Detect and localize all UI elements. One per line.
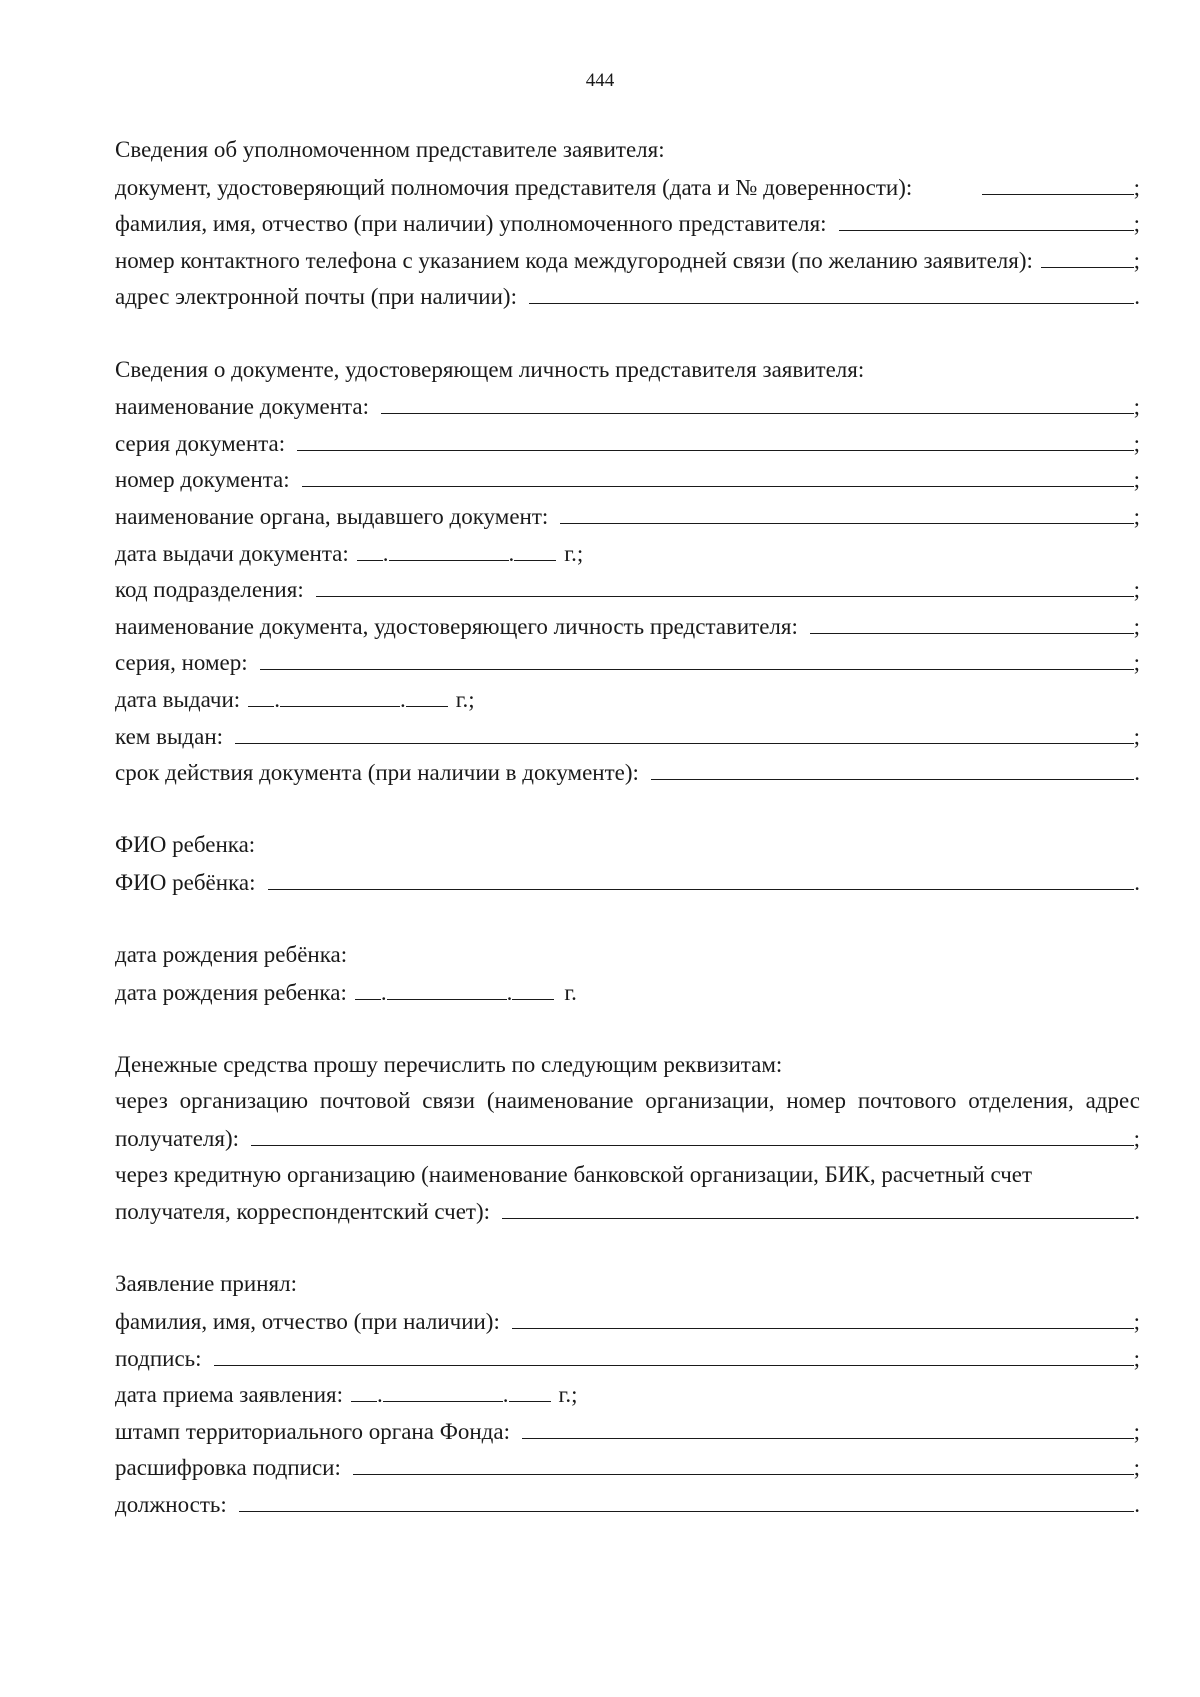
dot: .	[508, 540, 515, 566]
period: .	[1134, 1199, 1140, 1225]
dot: .	[506, 979, 513, 1005]
series-number-row	[115, 644, 1140, 681]
day-field[interactable]	[357, 535, 383, 561]
payment-title: Денежные средства прошу перечислить по следующим реквизитам:	[115, 1051, 783, 1077]
year-suffix: г.;	[455, 686, 475, 712]
identity-title: Сведения о документе, удостоверяющем личность представителя заявителя:	[115, 356, 865, 382]
semicolon: ;	[1133, 211, 1140, 237]
issue-date2-row	[115, 681, 1140, 718]
series-field[interactable]	[297, 425, 1134, 451]
dot: .	[502, 1382, 509, 1408]
number-row	[115, 461, 1140, 498]
accepted-title: Заявление принял:	[115, 1271, 298, 1297]
doc-name-label: наименование документа:	[115, 394, 369, 420]
year-field[interactable]	[514, 535, 556, 561]
acc-fio-label: фамилия, имя, отчество (при наличии):	[115, 1309, 500, 1334]
semicolon: ;	[1133, 1126, 1140, 1152]
year-suffix: г.;	[558, 1382, 578, 1408]
series-number-label: серия, номер:	[115, 650, 248, 676]
rep-fio-field[interactable]	[839, 205, 1134, 231]
decode-row	[115, 1449, 1140, 1486]
child-birth-label: дата рождения ребенка:	[115, 979, 347, 1005]
semicolon: ;	[1133, 1418, 1140, 1444]
period: .	[1134, 869, 1140, 895]
position-field[interactable]	[239, 1486, 1134, 1512]
dot: .	[399, 686, 406, 712]
acc-date-label: дата приема заявления:	[115, 1382, 343, 1408]
series-label: серия документа:	[115, 430, 286, 456]
child-fio-row	[115, 864, 1140, 901]
validity-row	[115, 754, 1140, 791]
semicolon: ;	[1133, 247, 1140, 273]
position-label: должность:	[115, 1491, 227, 1517]
year-suffix: г.;	[564, 540, 584, 566]
bank-row	[115, 1193, 1140, 1230]
year-field[interactable]	[509, 1376, 551, 1402]
semicolon: ;	[1133, 503, 1140, 529]
issued-by-field[interactable]	[235, 718, 1134, 744]
validity-label: срок действия документа (при наличии в документе):	[115, 760, 639, 786]
decode-field[interactable]	[353, 1449, 1134, 1475]
authority-doc-row	[115, 169, 1140, 206]
dot: .	[377, 1382, 383, 1408]
bank-label: получателя, корреспондентский счет):	[115, 1199, 491, 1225]
month-field[interactable]	[280, 681, 400, 707]
phone-row	[115, 242, 1140, 279]
rep-doc-name-label: наименование документа, удостоверяющего личность представителя:	[115, 613, 798, 639]
authority-doc-label: документ, удостоверяющий полномочия представителя (дата и № доверенности):	[115, 174, 913, 200]
semicolon: ;	[1133, 613, 1140, 639]
semicolon: ;	[1133, 723, 1140, 749]
post-line-1: через организацию почтовой связи (наименование организации, номер почтового отделения, адрес	[115, 1088, 1140, 1114]
month-field[interactable]	[383, 1376, 503, 1402]
acc-date-row	[115, 1376, 1140, 1413]
email-label: адрес электронной почты (при наличии):	[115, 284, 517, 310]
page-number: 444	[585, 70, 615, 91]
number-label: номер документа:	[115, 467, 290, 493]
issuer-row	[115, 498, 1140, 535]
month-field[interactable]	[389, 535, 509, 561]
rep-doc-name-field[interactable]	[810, 608, 1134, 634]
stamp-row	[115, 1413, 1140, 1450]
semicolon: ;	[1133, 174, 1140, 200]
acc-fio-row	[115, 1303, 1140, 1340]
signature-field[interactable]	[214, 1340, 1134, 1366]
issued-by-row	[115, 718, 1140, 755]
phone-field[interactable]	[1041, 242, 1134, 268]
signature-label: подпись:	[115, 1345, 202, 1371]
post-field[interactable]	[251, 1120, 1134, 1146]
email-field[interactable]	[529, 278, 1134, 304]
signature-row	[115, 1340, 1140, 1377]
number-field[interactable]	[302, 461, 1134, 487]
semicolon: ;	[1133, 1345, 1140, 1371]
bank-line-1: через кредитную организацию (наименование банковской организации, БИК, расчетный счет	[115, 1161, 1033, 1187]
issuer-field[interactable]	[560, 498, 1133, 524]
doc-name-field[interactable]	[381, 388, 1134, 414]
dot: .	[382, 540, 389, 566]
dot: .	[274, 686, 280, 712]
child-birth-row	[115, 974, 1140, 1011]
child-birth-title: дата рождения ребёнка:	[115, 942, 348, 968]
semicolon: ;	[1133, 430, 1140, 456]
semicolon: ;	[1133, 467, 1140, 493]
issue-date-row	[115, 535, 1140, 572]
issuer-label: наименование органа, выдавшего документ:	[115, 503, 549, 529]
child-title: ФИО ребенка:	[115, 832, 256, 858]
dept-code-row	[115, 571, 1140, 608]
year-field[interactable]	[406, 681, 448, 707]
month-field[interactable]	[387, 974, 507, 1000]
dept-code-field[interactable]	[316, 571, 1134, 597]
issue-date-label: дата выдачи документа:	[115, 540, 349, 566]
dept-code-label: код подразделения:	[115, 577, 304, 603]
authority-doc-field[interactable]	[982, 169, 1134, 195]
post-label: получателя):	[115, 1126, 240, 1152]
semicolon: ;	[1133, 577, 1140, 603]
day-field[interactable]	[248, 681, 274, 707]
stamp-field[interactable]	[522, 1413, 1134, 1439]
series-row	[115, 425, 1140, 462]
period: .	[1134, 760, 1140, 786]
series-number-field[interactable]	[260, 644, 1134, 670]
doc-name-row	[115, 388, 1140, 425]
phone-label: номер контактного телефона с указанием кода междугородней связи (по желанию заявителя):	[115, 247, 1033, 273]
year-field[interactable]	[512, 974, 554, 1000]
issued-by-label: кем выдан:	[115, 723, 224, 749]
child-fio-field[interactable]	[268, 864, 1135, 890]
rep-doc-name-row	[115, 608, 1140, 645]
representative-title: Сведения об уполномоченном представителе заявителя:	[115, 137, 665, 162]
day-field[interactable]	[355, 974, 381, 1000]
child-fio-label: ФИО ребёнка:	[115, 869, 256, 895]
dot: .	[380, 979, 387, 1005]
rep-fio-label: фамилия, имя, отчество (при наличии) уполномоченного представителя:	[115, 211, 827, 237]
email-row	[115, 278, 1140, 315]
semicolon: ;	[1133, 394, 1140, 420]
semicolon: ;	[1133, 1455, 1140, 1481]
issue-date2-label: дата выдачи:	[115, 686, 241, 712]
post-row	[115, 1120, 1140, 1157]
semicolon: ;	[1133, 1309, 1140, 1334]
form-content	[115, 132, 1140, 1523]
semicolon: ;	[1133, 650, 1140, 676]
validity-field[interactable]	[651, 754, 1134, 780]
decode-label: расшифровка подписи:	[115, 1455, 341, 1481]
stamp-label: штамп территориального органа Фонда:	[115, 1418, 510, 1444]
bank-field[interactable]	[502, 1193, 1134, 1219]
period: .	[1134, 284, 1140, 310]
rep-fio-row	[115, 205, 1140, 242]
position-row	[115, 1486, 1140, 1523]
acc-fio-field[interactable]	[512, 1303, 1134, 1329]
period: .	[1134, 1491, 1140, 1517]
year-suffix: г.	[564, 979, 577, 1005]
day-field[interactable]	[351, 1376, 377, 1402]
